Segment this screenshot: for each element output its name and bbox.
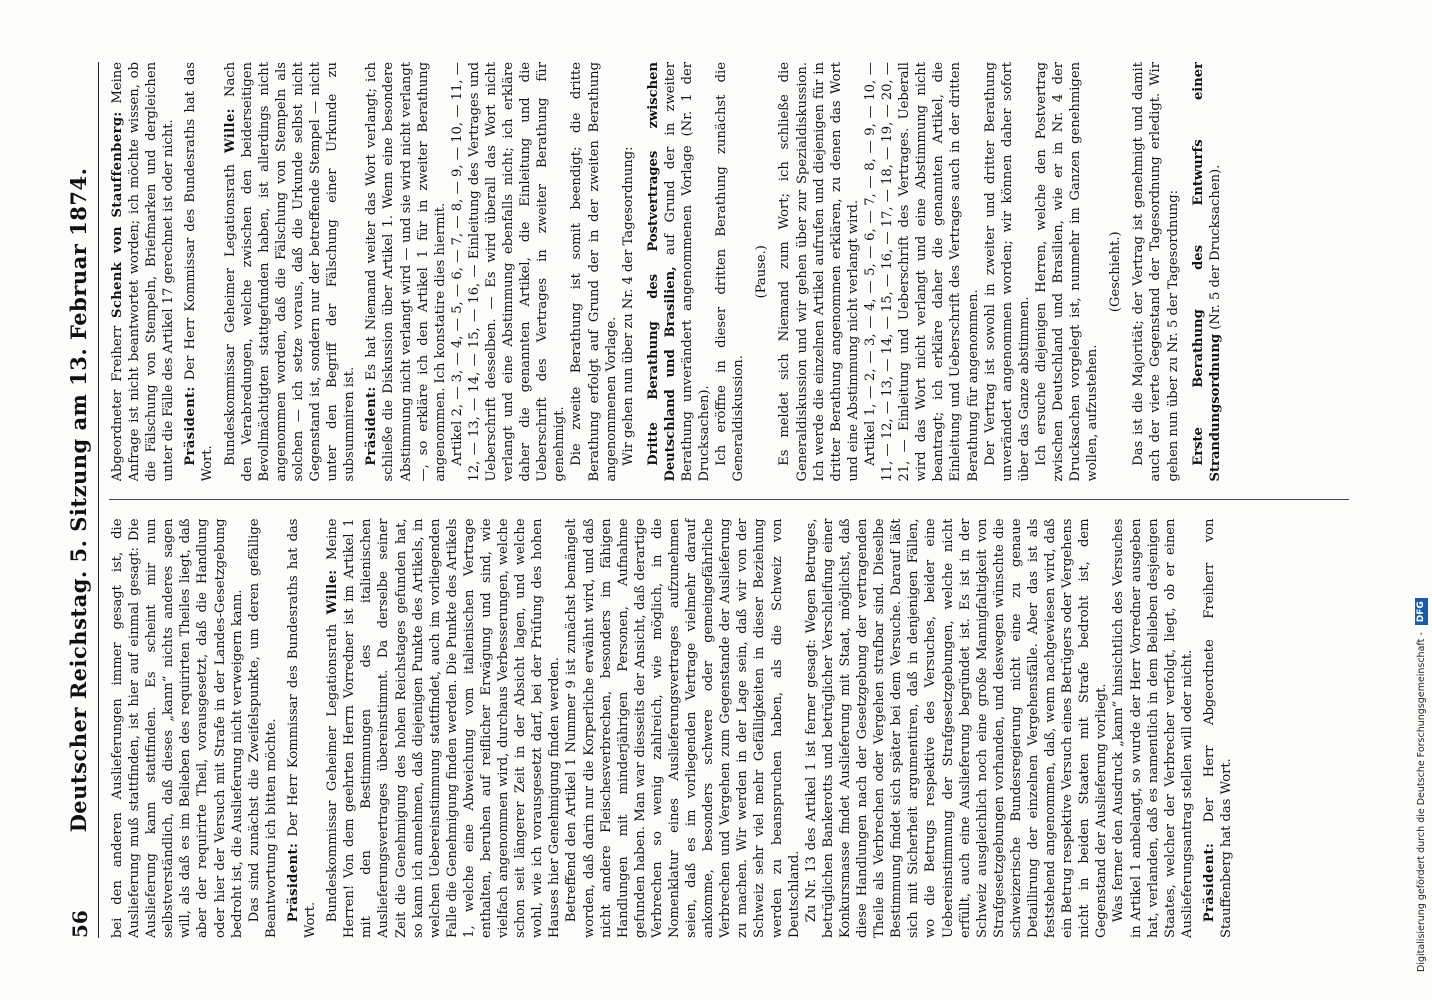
left-column [109, 519, 1349, 939]
paragraph: Ich ersuche diejenigen Herren, welche den Postvertrag zwischen Deutschland und Brasilien, wie er in Nr. 4 der Drucksachen vorgelegt ist, nunmehr im Ganzen genehmigen wollen, aufzustehen. [1033, 62, 1101, 482]
dfg-logo: DFG [1415, 598, 1428, 625]
speech [1201, 519, 1235, 939]
agenda-heading-title: Erste Berathung des Entwurfs einer Strandungsordnung [1190, 62, 1223, 482]
speech [182, 62, 216, 482]
agenda-heading [1190, 62, 1224, 482]
speech [109, 62, 177, 482]
speech-text: Der Herr Abgeordnete Freiherr von Stauffenberg hat das Wort. [1201, 518, 1234, 938]
right-column [109, 62, 1349, 482]
paragraph: Das ist die Majorität; der Vertrag ist genehmigt und damit auch der vierte Gegenstand der Tagesordnung erledigt. Wir gehen nun über zu Nr. 5 der Tagesordnung: [1131, 62, 1181, 482]
speech [363, 62, 448, 482]
speaker-label: Präsident: [1201, 842, 1217, 923]
paragraph: Zu Nr. 13 des Artikel 1 ist ferner gesagt: Wegen Betruges, betrüglichen Bankerotts und betrüglicher Verschleifung einer Konkursmasse findet Auslieferung mit Staat, möglichst, daß diese Handlungen nach der Gesetzgebung der vertragenden Theile als Verbrechen oder Vergehen strafbar sind. Dieselbe Bestimmung findet sich später bei dem Versuche. Darauf läßt sich mit Sicherheit argumentiren, daß in denjenigen Fällen, wo die Betrugs respektive des Versuches, beider eine Uebereinstimmung der Strafgesetzgebungen, welche nicht erfüllt, auch eine Auslieferung begründet ist. Es ist in der Schweiz ausgleichlich noch eine große Mannigfaltigkeit von Strafgesetzgebungen vorhanden, und deswegen wünschte die schweizerische Bundesregierung nicht eine zu genaue Detaillirung der einzelnen Vergehensfälle. Aber das ist als feststehend angenommen, daß, wenn nachgewiesen wird, daß ein Betrug respektive Versuch eines Betrügers oder Vergehens nicht in beiden Staaten mit Strafe bedroht ist, dem Gegenstand der Auslieferung vorliegt. [803, 518, 1110, 938]
paragraph: Artikel 2, — 3, — 4, — 5, — 6, — 7, — 8, — 9, — 10, — 11, — 12, — 13, — 14, — 15, — 16, — Einleitung des Vertrages und Ueberschrift desselben. — Es wird überall das Wort nicht verlangt und eine Abstimmung ebenfalls nicht; ich erkläre daher die genannten Artikel, die Einleitung und die Ueberschrift des Vertrages in zweiter Berathung für genehmigt. [449, 62, 568, 482]
speech-text: Meine Herren! Von dem geehrten Herrn Vorredner ist im Artikel 1 mit den Bestimmungen des italienischen Auslieferungsvertrages übereinstimmt. Da derselbe seiner Zeit die Genehmigung des hohen Reichstages gefunden hat, so kann ich annehmen, daß diejenigen Punkte des Artikels, in welchen Uebereinstimmung stattfindet, auch im vorliegenden Falle die Genehmigung finden werden. Die Punkte des Artikels 1, welche eine Abweichung vom italienischen Vertrage enthalten, beruhen auf reiflicher Erwägung und sind, wie vielfach angenommen wird, durchaus Verbesserungen, welche schon seit längerer Zeit in der Absicht lagen, und welche wohl, wie ich vorausgesetzt darf, bei der Prüfung des hohen Hauses hier Genehmigung finden werden. [325, 518, 563, 938]
speaker-label: Präsident: [183, 386, 199, 466]
agenda-heading-title: Dritte Berathung des Postvertrages zwischen Deutschland und Brasilien, [645, 62, 678, 482]
paragraph: bei den anderen Auslieferungen immer gesagt ist, die Auslieferung muß stattfinden, ist hier auf einmal gesagt: Die Auslieferung kann stattfinden. Es scheint mir nun selbstverständlich, daß dieses „kann“ nichts anderes sagen will, als daß es im Belieben des requirirten Theiles liegt, daß aber der requirirte Theil, vorausgesetzt, daß die Handlung oder hier der Versuch mit Strafe in der Landes-Gesetzgebung bedroht ist, die Auslieferung nicht verweigern kann. [110, 518, 245, 938]
agenda-heading [645, 62, 713, 482]
speech [285, 519, 319, 939]
speech-text: Es hat Niemand weiter das Wort verlangt; ich schließe die Diskussion über Artikel 1. Wenn eine besondere Abstimmung nicht verlangt wird — und sie wird nicht verlangt —, so erkläre ich den Artikel 1 für in zweiter Berathung angenommen. Ich konstatire dies hiermit. [364, 62, 448, 482]
paragraph: Die zweite Berathung ist somit beendigt; die dritte Berathung erfolgt auf Grund der in der zweiten Berathung angenommenen Vorlage. [569, 62, 619, 482]
digitization-credit [1412, 0, 1432, 1000]
speech [324, 519, 563, 939]
paragraph: Es meldet sich Niemand zum Wort; ich schließe die Generaldiskussion und wir gehen über zur Spezialdiskussion. Ich werde die einzelnen Artikel aufrufen und diejenigen für in dritter Berathung angenommen erklären, zu denen das Wort und eine Abstimmung nicht verlangt wird. [777, 62, 861, 482]
stage-direction: (Geschieht.) [1108, 231, 1124, 313]
paragraph: Ich eröffne in dieser dritten Berathung zunächst die Generaldiskussion. [714, 62, 747, 482]
speaker-label: Abgeordneter Freiherr [110, 325, 125, 482]
paragraph: Das sind zunächst die Zweifelspunkte, um deren gefällige Beantwortung ich bitten möchte. [246, 518, 279, 938]
speaker-label: Bundeskommissar Geheimer Legationsrath [325, 623, 341, 923]
stage-direction: (Pause.) [754, 245, 770, 299]
running-head [62, 62, 99, 938]
speaker-label: Präsident: [364, 386, 380, 466]
speaker-name: Schenk von Stauffenberg: [110, 111, 125, 319]
paragraph: Der Vertrag ist sowohl in zweiter und dritter Berathung unverändert angenommen worden; wir können daher sofort über das Ganze abstimmen. [982, 62, 1032, 482]
paragraph: Was ferner den Ausdruck „kann“ hinsichtlich des Versuches in Artikel 1 anbelangt, so wurde der Herr Vorredner ausgeben hat, verlanden, daß es namentlich in dem Belieben desjenigen Staates, welcher der Verbrecher verfolgt, liegt, ob er einen Auslieferungsantrag stellen will oder nicht. [1111, 518, 1195, 938]
agenda-heading-rest: (Nr. 5 der Drucksachen). [1207, 164, 1223, 330]
column-divider [109, 500, 1349, 501]
speaker-name: Wille: [325, 569, 341, 615]
speaker-label: Bundeskommissar Geheimer Legationsrath [222, 164, 238, 466]
speech-text: Der Herr Kommissar des Bundesraths hat das Wort. [285, 518, 319, 938]
speaker-label: Präsident: [285, 842, 301, 923]
digitization-credit-bar [1412, 0, 1432, 1000]
paragraph: Artikel 1, — 2, — 3, — 4, — 5, — 6, — 7, — 8, — 9, — 10, — 11, — 12, — 13, — 14, — 15, — 16, — 17, — 18, — 19, — 20, — 21, — Einleitung und Ueberschrift des Vertrages. Ueberall wird das Wort nicht verlangt und eine Abstimmung nicht beantragt; ich erkläre daher die genannten Artikel, die Einleitung und Ueberschrift des Vertrages auch in der dritten Berathung für angenommen. [862, 62, 981, 482]
text-columns [109, 62, 1349, 938]
speech-text: Meine Anfrage ist nicht beantwortet worden; ich möchte wissen, ob die Fälschung von Stempeln, Briefmarken und dergleichen unter die Fälle des Artikel 17 gerechnet ist oder nicht. [110, 62, 177, 482]
speech [222, 62, 359, 482]
running-title: Deutscher Reichstag. 5. Sitzung am 13. Februar 1874. [66, 167, 91, 833]
paragraph: Wir gehen nun über zu Nr. 4 der Tagesordnung: [620, 146, 636, 466]
speech-text: Nach den Verabredungen, welche zwischen den beiderseitigen Bevollmächtigten stattgefunden haben, ist allerdings nicht angenommen worden, daß die Fälschung von Stempeln als solchen — ich setze voraus, daß die Urkunde selbst nicht Gegenstand ist, sondern nur der betreffende Stempel — nicht unter den Begriff der Fälschung einer Urkunde zu subsummiren ist. [222, 62, 358, 482]
speaker-name: Wille: [222, 108, 238, 154]
page-number: 56 [68, 910, 92, 938]
paragraph: Betreffend den Artikel 1 Nummer 9 ist zunächst bemängelt worden, daß darin nur die Korperliche erwähnt wird, und daß nicht andere Fleischesverbrechen, besonders im fähigen Handlungen mit minderjährigen Personen, Aufnahme gefunden haben. Man war diesseits der Ansicht, daß derartige Verbrechen so wenig zahlreich, wie möglich, in die Nomenklatur eines Auslieferungsvertrages aufzunehmen seien, daß es im vorliegenden Vertrage vielmehr darauf ankomme, besonders schwere oder gemeingefährliche Verbrechen und Vergehen zum Gegenstande der Auslieferung zu machen. Wir werden in der Lage sein, daß wir von der Schweiz sehr viel mehr Gefälligkeiten in dieser Beziehung werden zu beanspruchen haben, als die Schweiz von Deutschland. [564, 518, 802, 938]
agenda-heading-rest: auf Grund der in zweiter Berathung unverändert angenommenen Vorlage (Nr. 1 der Drucksachen). [662, 62, 713, 482]
credit-text: Digitalisierung gefördert durch die Deutsche Forschungsgemeinschaft - [1416, 632, 1427, 972]
speech-text: Der Herr Kommissar des Bundesraths hat das Wort. [183, 62, 216, 482]
